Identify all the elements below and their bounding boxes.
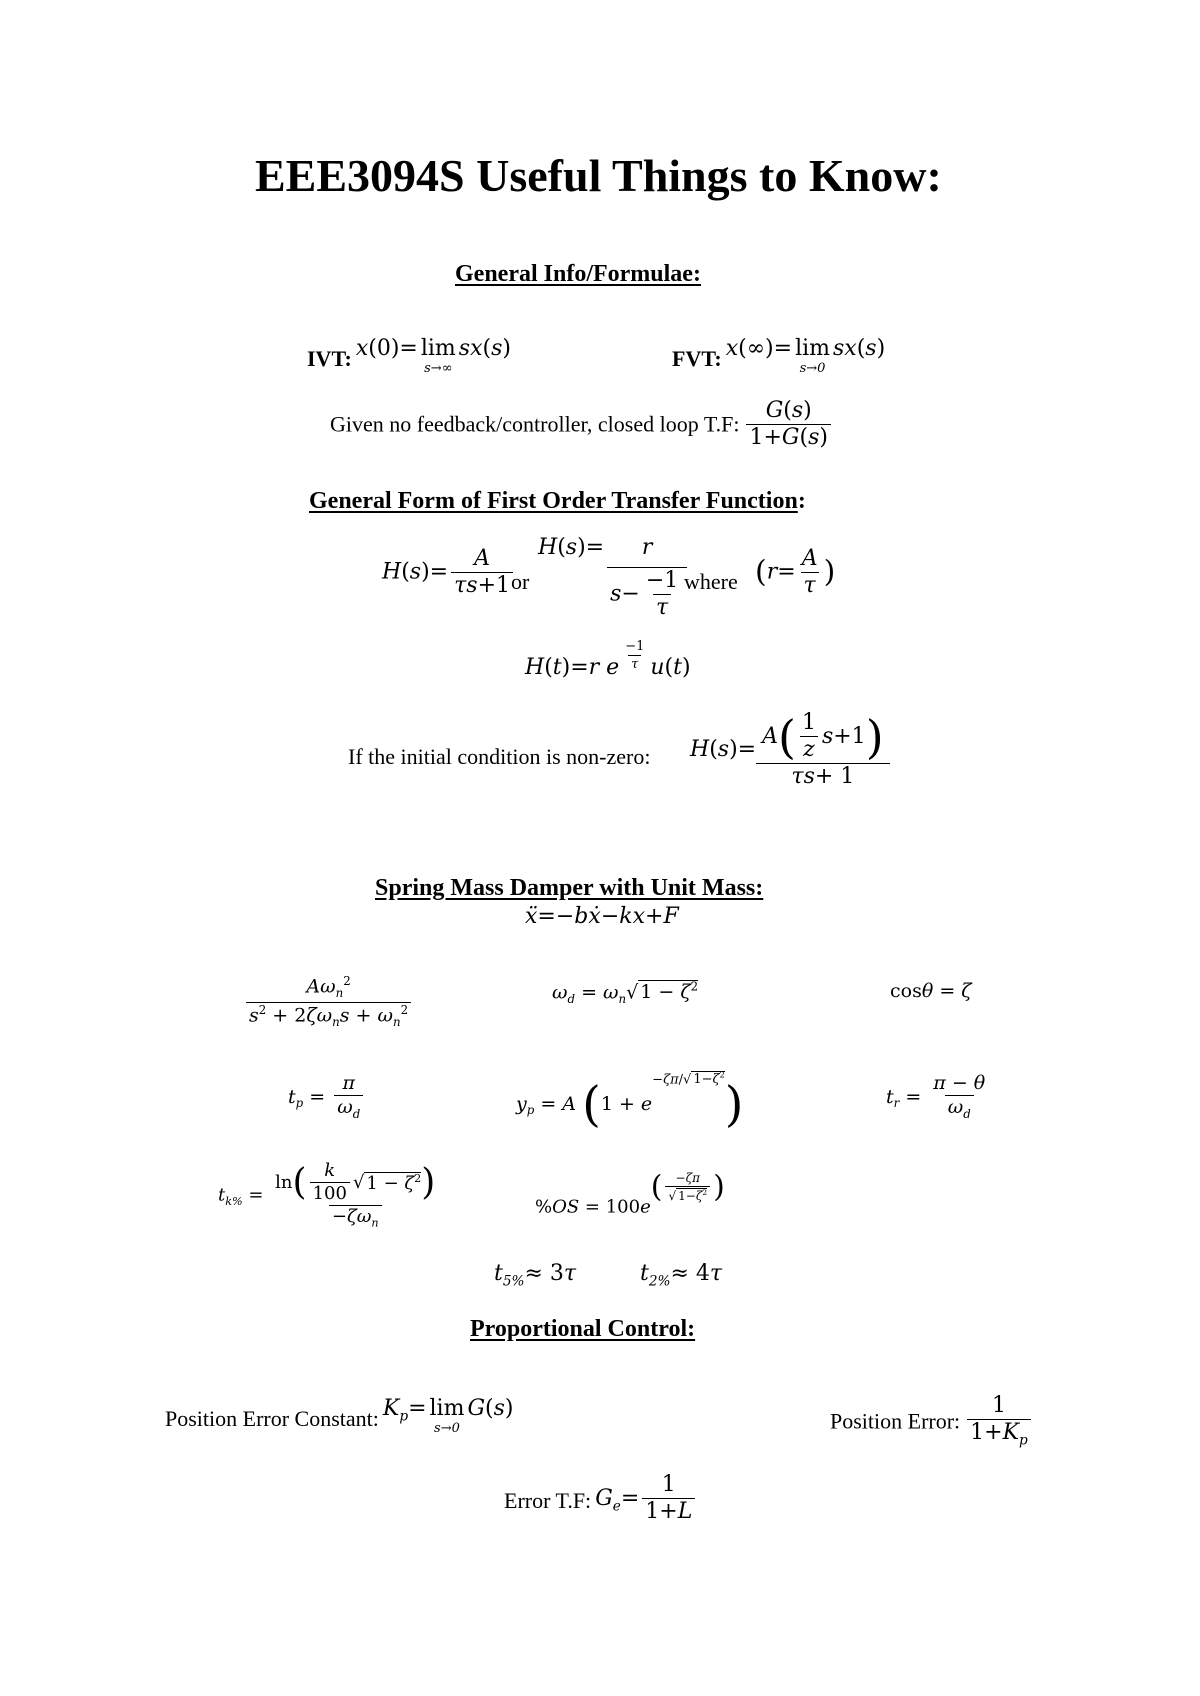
error-tf <box>504 1474 698 1523</box>
percent-overshoot: $\%OS = 100e^{( \frac{-\zeta\pi}{√ 1-\zeta^2} )}$ <box>535 1169 725 1218</box>
ivt-expression: x(0)= lim s→∞ sx(s) <box>355 336 511 376</box>
position-error-label: Position Error: <box>830 1408 961 1434</box>
fvt-label: FVT: <box>672 346 722 371</box>
first-order-heading-colon: : <box>797 488 806 514</box>
impulse-response: H(t)=r e $\frac{-1}{\tau}$ u(t) <box>525 639 691 680</box>
ivt-formula <box>307 338 511 375</box>
rise-time: $t_r$ = $\frac{\pi - \theta}{\omega_d}$ <box>886 1072 986 1121</box>
first-order-formula: H(s)= $\frac{A}{\tau s+1}$ <box>382 548 516 597</box>
position-error <box>830 1395 1034 1448</box>
settling-5-percent: $t_{5\%}\approx 3\tau$ <box>494 1261 577 1290</box>
initial-condition-formula: H(s)= A ( $\frac{1}{z}$ s +1 ) τs+ 1 <box>690 712 890 788</box>
section-spring-heading: Spring Mass Damper with Unit Mass: <box>375 875 764 901</box>
or-label: or <box>511 569 530 594</box>
r-definition: (r= $\frac{A}{\tau}$ ) <box>755 546 836 598</box>
first-order-fraction-r: r s− $\frac{-1}{\tau}$ <box>607 537 687 619</box>
settling-2-percent: $t_{2\%}\approx 4\tau$ <box>640 1261 723 1290</box>
where-label: where <box>684 569 738 594</box>
first-order-heading-text: General Form of First Order Transfer Function <box>309 488 798 514</box>
section-general-heading: General Info/Formulae: <box>455 261 701 287</box>
page-title: EEE3094S Useful Things to Know: <box>255 150 942 201</box>
peak-time: $t_p$ = $\frac{\pi}{\omega_d}$ <box>288 1074 366 1121</box>
position-error-constant-expression: $K_p=$ lim s→0 G(s) <box>382 1396 514 1436</box>
initial-condition-label: If the initial condition is non-zero: <box>348 744 651 769</box>
first-order-formula-alt: H(s)= r s− $\frac{-1}{\tau}$ <box>538 537 690 619</box>
closed-loop-fraction: $\frac{G(s)}{1+G(s)}$ <box>746 400 831 449</box>
error-tf-label: Error T.F: <box>504 1487 592 1513</box>
cos-theta: cosθ = ζ <box>890 980 972 1002</box>
first-order-fraction-a: $\frac{A}{\tau s+1}$ <box>451 548 513 597</box>
second-order-tf: $\frac{A\omega_n^2}{s^2 + 2\zeta\omega_ns + \omega_n^2}$ <box>243 976 414 1029</box>
position-error-constant-label: Position Error Constant: <box>165 1406 379 1431</box>
section-first-order-heading <box>309 489 806 513</box>
fvt-expression: x(∞)= lim s→0 sx(s) <box>725 336 886 376</box>
position-error-fraction: $\frac{1}{1+K_p}$ <box>967 1395 1031 1448</box>
position-error-constant <box>165 1398 514 1435</box>
settling-time-formula: $t_{k\%}$ = ln ( $\frac{k}{100}$ √ $1 - \zeta^2$ ) $-\zeta\omega_n$ <box>218 1160 436 1230</box>
error-tf-expression: $G_e=$ $\frac{1}{1+L}$ <box>595 1486 698 1511</box>
damped-frequency: $\omega_d = \omega_n√$ $1 - \zeta^2$ <box>552 980 699 1007</box>
spring-equation: ẍ=−bẋ−kx+F <box>525 904 679 929</box>
closed-loop-tf <box>330 400 834 449</box>
peak-value: $y_p = A$ $(1 + e^{-\zeta\pi/√ 1-\zeta^2})$ <box>516 1071 744 1133</box>
section-proportional-heading: Proportional Control: <box>470 1316 696 1342</box>
closed-loop-label: Given no feedback/controller, closed loop T.F: <box>330 411 740 437</box>
ivt-label: IVT: <box>307 346 352 371</box>
fvt-formula <box>672 338 885 375</box>
